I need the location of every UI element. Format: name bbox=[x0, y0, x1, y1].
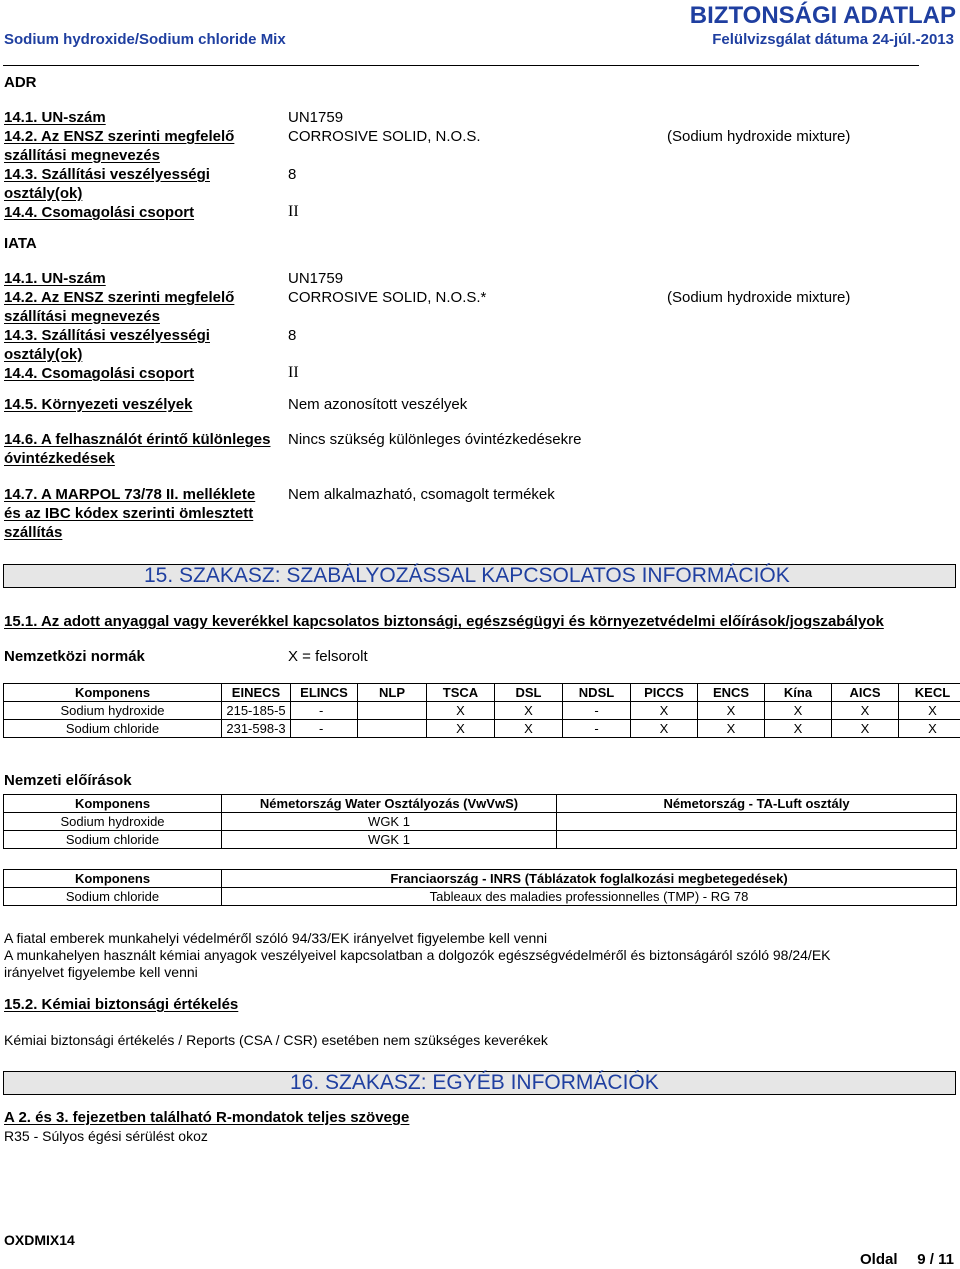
table-cell bbox=[358, 702, 427, 720]
table-cell: X bbox=[631, 702, 698, 720]
intl-norms-value: X = felsorolt bbox=[288, 648, 368, 665]
inventory-header-row bbox=[4, 684, 960, 702]
adr-class-label-1: 14.3. Szállítási veszélyességi bbox=[4, 166, 210, 183]
france-col-header: Franciaország - INRS (Táblázatok foglalkozási megbetegedések) bbox=[222, 870, 957, 888]
france-table bbox=[3, 869, 957, 906]
marpol-label-1: 14.7. A MARPOL 73/78 II. melléklete bbox=[4, 486, 256, 503]
table-cell bbox=[358, 720, 427, 738]
table-row bbox=[4, 702, 960, 720]
table-cell: - bbox=[291, 720, 358, 738]
table-cell: - bbox=[563, 702, 631, 720]
table-cell: X bbox=[698, 720, 765, 738]
table-row bbox=[4, 888, 957, 906]
germany-col-header: Komponens bbox=[4, 795, 222, 813]
r-phrase-r35: R35 - Súlyos égési sérülést okoz bbox=[4, 1128, 208, 1144]
inventory-col-header: EINECS bbox=[222, 684, 291, 702]
inventory-col-header: NDSL bbox=[563, 684, 631, 702]
intl-norms-label: Nemzetközi normák bbox=[4, 648, 145, 665]
marpol-value: Nem alkalmazható, csomagolt termékek bbox=[288, 486, 555, 503]
germany-col-header: Németország - TA-Luft osztály bbox=[557, 795, 957, 813]
table-row bbox=[4, 720, 960, 738]
inventory-col-header: ELINCS bbox=[291, 684, 358, 702]
env-hazards-label: 14.5. Környezeti veszélyek bbox=[4, 396, 193, 413]
iata-name-value: CORROSIVE SOLID, N.O.S.* bbox=[288, 289, 487, 306]
table-cell: X bbox=[765, 720, 832, 738]
adr-un-label: 14.1. UN-szám bbox=[4, 109, 106, 126]
table-cell: X bbox=[631, 720, 698, 738]
table-cell: - bbox=[291, 702, 358, 720]
revision-date: Felülvizsgálat dátuma 24-júl.-2013 bbox=[712, 31, 954, 48]
iata-un-label: 14.1. UN-szám bbox=[4, 270, 106, 287]
subsection-15-1: 15.1. Az adott anyaggal vagy keverékkel kapcsolatos biztonsági, egészségügyi és környezetvédelmi előírások/jogszabályok bbox=[4, 613, 884, 630]
adr-class-label-2: osztály(ok) bbox=[4, 185, 83, 202]
table-cell: X bbox=[427, 720, 495, 738]
inventory-table bbox=[3, 683, 960, 738]
france-col-header: Komponens bbox=[4, 870, 222, 888]
iata-class-label-2: osztály(ok) bbox=[4, 346, 83, 363]
iata-class-label-1: 14.3. Szállítási veszélyességi bbox=[4, 327, 210, 344]
germany-header-row bbox=[4, 795, 957, 813]
subsection-15-2: 15.2. Kémiai biztonsági értékelés bbox=[4, 996, 239, 1013]
adr-name-label-2: szállítási megnevezés bbox=[4, 147, 160, 164]
marpol-label-3: szállítás bbox=[4, 524, 63, 541]
table-cell: X bbox=[899, 702, 960, 720]
iata-group-value: II bbox=[288, 364, 299, 381]
germany-table bbox=[3, 794, 957, 849]
table-cell: WGK 1 bbox=[222, 831, 557, 849]
table-cell: Sodium chloride bbox=[4, 720, 222, 738]
adr-un-value: UN1759 bbox=[288, 109, 344, 126]
iata-un-value: UN1759 bbox=[288, 270, 344, 287]
table-cell: Sodium hydroxide bbox=[4, 702, 222, 720]
product-name: Sodium hydroxide/Sodium chloride Mix bbox=[4, 31, 286, 48]
table-cell: X bbox=[698, 702, 765, 720]
user-precautions-label-1: 14.6. A felhasználót érintő különleges bbox=[4, 431, 271, 448]
inventory-col-header: PICCS bbox=[631, 684, 698, 702]
chemical-agents-text-2: irányelvet figyelembe kell venni bbox=[4, 964, 198, 980]
r-phrases-heading: A 2. és 3. fejezetben található R-mondatok teljes szövege bbox=[4, 1109, 410, 1126]
youth-directive-text: A fiatal emberek munkahelyi védelméről szóló 94/33/EK irányelvet figyelembe kell venni bbox=[4, 930, 548, 946]
footer-code: OXDMIX14 bbox=[4, 1232, 75, 1248]
france-header-row bbox=[4, 870, 957, 888]
table-cell: X bbox=[495, 720, 563, 738]
inventory-col-header: DSL bbox=[495, 684, 563, 702]
table-row bbox=[4, 831, 957, 849]
table-cell: Sodium hydroxide bbox=[4, 813, 222, 831]
document-title: BIZTONSÁGI ADATLAP bbox=[689, 2, 956, 29]
inventory-col-header: NLP bbox=[358, 684, 427, 702]
adr-group-value: II bbox=[288, 203, 299, 220]
adr-name-label-1: 14.2. Az ENSZ szerinti megfelelő bbox=[4, 128, 235, 145]
inventory-col-header: TSCA bbox=[427, 684, 495, 702]
table-cell: X bbox=[427, 702, 495, 720]
adr-name-note: (Sodium hydroxide mixture) bbox=[667, 128, 851, 145]
iata-class-value: 8 bbox=[288, 327, 297, 344]
adr-name-value: CORROSIVE SOLID, N.O.S. bbox=[288, 128, 481, 145]
table-cell: 231-598-3 bbox=[222, 720, 291, 738]
chemical-agents-text-1: A munkahelyen használt kémiai anyagok veszélyeivel kapcsolatban a dolgozók egészségvédelméről és biztonságáról szóló 98/24/EK bbox=[4, 947, 831, 963]
table-cell: Sodium chloride bbox=[4, 831, 222, 849]
table-cell: X bbox=[832, 702, 899, 720]
inventory-col-header: Komponens bbox=[4, 684, 222, 702]
inventory-col-header: Kína bbox=[765, 684, 832, 702]
table-cell: WGK 1 bbox=[222, 813, 557, 831]
page-number: 9 / 11 bbox=[917, 1251, 954, 1268]
env-hazards-value: Nem azonosított veszélyek bbox=[288, 396, 468, 413]
table-cell: 215-185-5 bbox=[222, 702, 291, 720]
marpol-label-2: és az IBC kódex szerinti ömlesztett bbox=[4, 505, 254, 522]
iata-group-label: 14.4. Csomagolási csoport bbox=[4, 365, 195, 382]
user-precautions-value: Nincs szükség különleges óvintézkedésekre bbox=[288, 431, 582, 448]
table-row bbox=[4, 813, 957, 831]
iata-name-label-1: 14.2. Az ENSZ szerinti megfelelő bbox=[4, 289, 235, 306]
csa-text: Kémiai biztonsági értékelés / Reports (CSA / CSR) esetében nem szükséges keverékek bbox=[4, 1032, 548, 1048]
table-cell: X bbox=[765, 702, 832, 720]
table-cell bbox=[557, 813, 957, 831]
table-cell bbox=[557, 831, 957, 849]
iata-heading: IATA bbox=[4, 235, 37, 252]
inventory-col-header: KECL bbox=[899, 684, 960, 702]
header-divider bbox=[3, 65, 919, 66]
adr-class-value: 8 bbox=[288, 166, 297, 183]
adr-heading: ADR bbox=[4, 74, 37, 91]
inventory-col-header: ENCS bbox=[698, 684, 765, 702]
table-cell: - bbox=[563, 720, 631, 738]
section-15-title: 15. SZAKASZ: SZABÁLYOZÁSSAL KAPCSOLATOS INFORMÁCIÓK bbox=[144, 564, 790, 587]
national-regs-label: Nemzeti előírások bbox=[4, 772, 132, 789]
germany-col-header: Németország Water Osztályozás (VwVwS) bbox=[222, 795, 557, 813]
iata-name-label-2: szállítási megnevezés bbox=[4, 308, 160, 325]
iata-name-note: (Sodium hydroxide mixture) bbox=[667, 289, 851, 306]
inventory-col-header: AICS bbox=[832, 684, 899, 702]
user-precautions-label-2: óvintézkedések bbox=[4, 450, 115, 467]
page-label: Oldal bbox=[860, 1251, 898, 1268]
adr-group-label: 14.4. Csomagolási csoport bbox=[4, 204, 195, 221]
table-cell: X bbox=[899, 720, 960, 738]
table-cell: X bbox=[495, 702, 563, 720]
table-cell: Tableaux des maladies professionnelles (TMP) - RG 78 bbox=[222, 888, 957, 906]
table-cell: X bbox=[832, 720, 899, 738]
table-cell: Sodium chloride bbox=[4, 888, 222, 906]
section-16-title: 16. SZAKASZ: EGYÉB INFORMÁCIÓK bbox=[290, 1071, 659, 1094]
